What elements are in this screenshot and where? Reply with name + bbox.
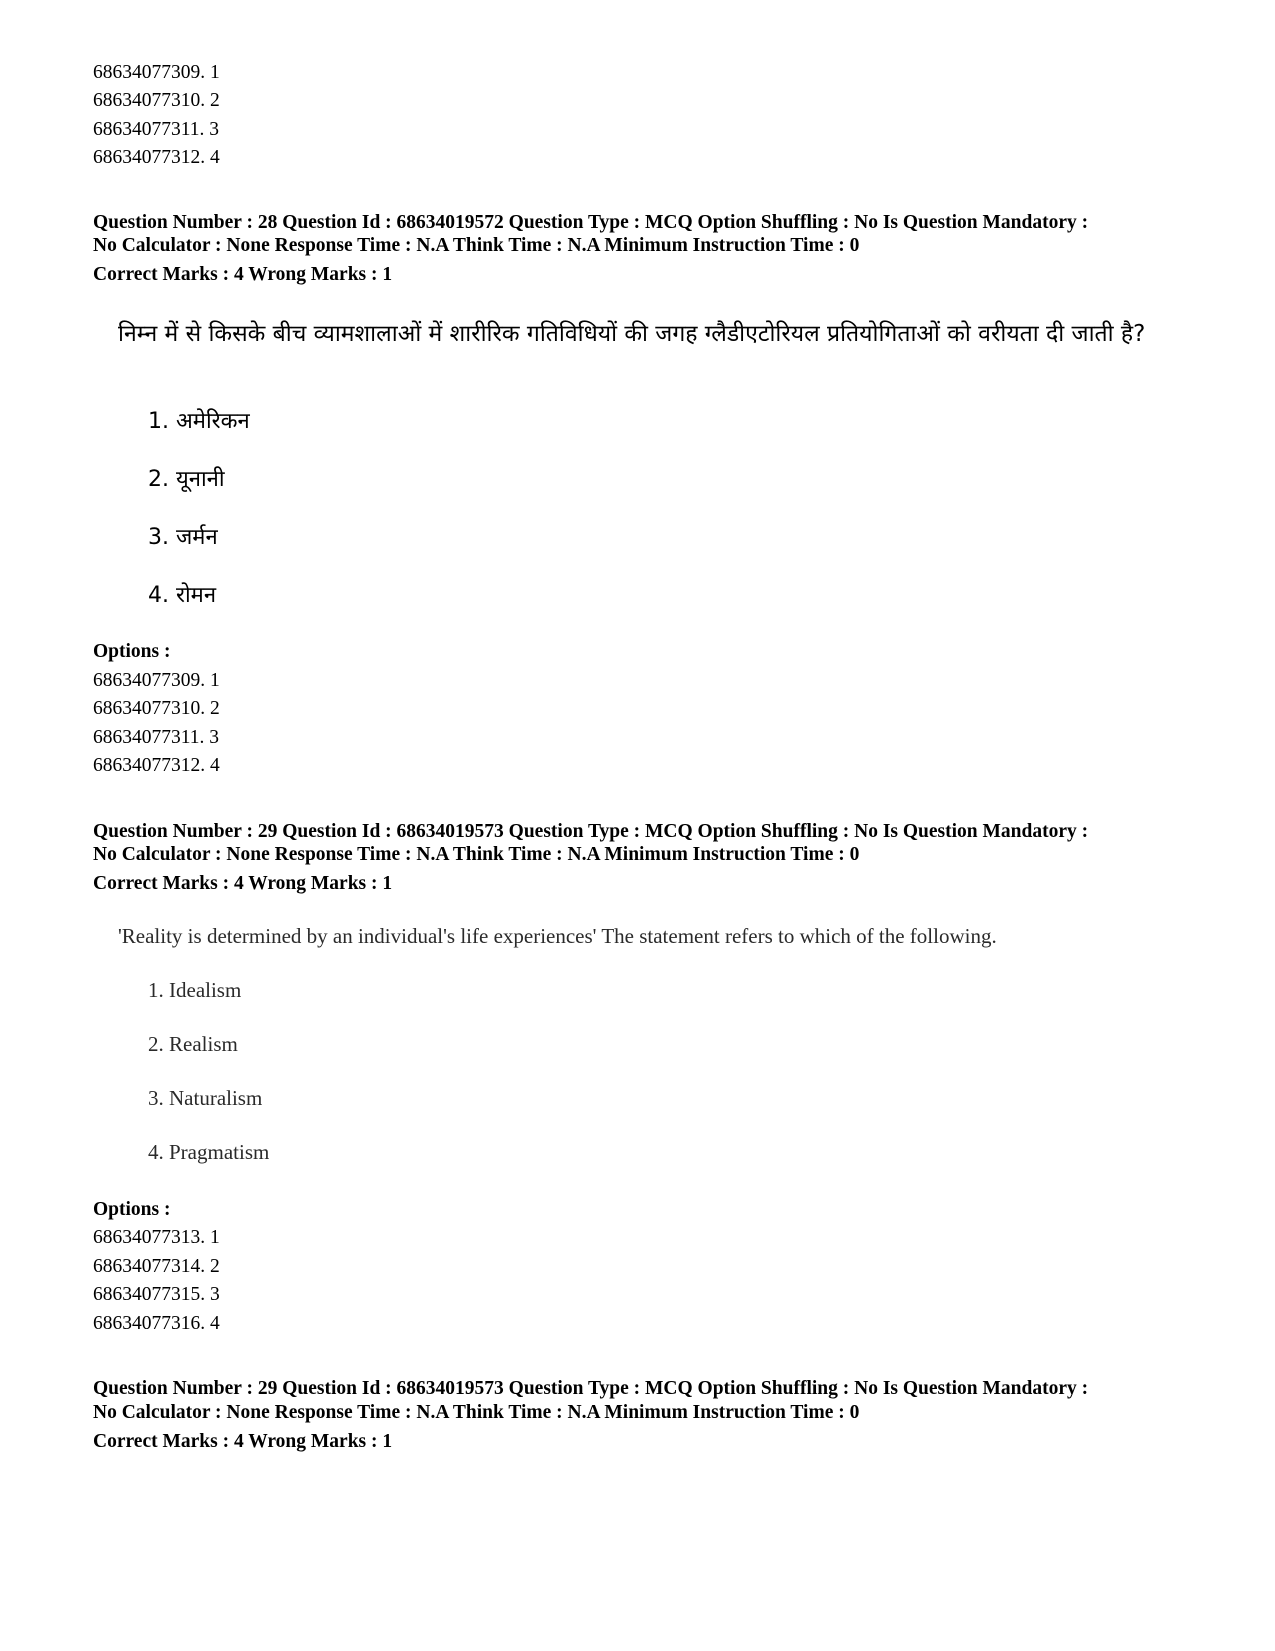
question-header: Question Number : 29 Question Id : 68634019573 Question Type : MCQ Option Shuffling : No Is Question Mandatory :	[93, 1378, 1089, 1399]
answer-choice: 3. Naturalism	[148, 1086, 263, 1110]
question-header: No Calculator : None Response Time : N.A Think Time : N.A Minimum Instruction Time : 0	[93, 844, 860, 865]
question-header: No Calculator : None Response Time : N.A Think Time : N.A Minimum Instruction Time : 0	[93, 1402, 860, 1423]
answer-choice: 4. Pragmatism	[148, 1140, 270, 1164]
option-line: 68634077311. 3	[93, 119, 220, 140]
question-header: Question Number : 28 Question Id : 68634019572 Question Type : MCQ Option Shuffling : No Is Question Mandatory :	[93, 212, 1089, 233]
options-label: Options :	[93, 641, 171, 662]
question-marks: Correct Marks : 4 Wrong Marks : 1	[93, 1431, 393, 1452]
question-marks: Correct Marks : 4 Wrong Marks : 1	[93, 264, 393, 285]
answer-choice: 1. Idealism	[148, 978, 242, 1002]
question-header: No Calculator : None Response Time : N.A Think Time : N.A Minimum Instruction Time : 0	[93, 235, 860, 256]
option-line: 68634077313. 1	[93, 1227, 220, 1248]
option-line: 68634077315. 3	[93, 1284, 220, 1305]
options-label: Options :	[93, 1199, 171, 1220]
option-line: 68634077310. 2	[93, 698, 220, 719]
option-line: 68634077312. 4	[93, 755, 220, 776]
option-line: 68634077314. 2	[93, 1256, 220, 1277]
question-marks: Correct Marks : 4 Wrong Marks : 1	[93, 873, 393, 894]
answer-choice: 2. Realism	[148, 1032, 238, 1056]
option-line: 68634077309. 1	[93, 62, 220, 83]
option-line: 68634077312. 4	[93, 147, 220, 168]
option-line: 68634077309. 1	[93, 670, 220, 691]
question-text: निम्न में से किसके बीच व्यामशालाओं में शारीरिक गतिविधियों की जगह ग्लैडीएटोरियल प्रतियोगिताओं को वरीयता दी जाती है?	[118, 321, 1146, 347]
option-line: 68634077311. 3	[93, 727, 220, 748]
answer-choice: 2. यूनानी	[148, 467, 225, 492]
option-line: 68634077310. 2	[93, 90, 220, 111]
answer-choice: 3. जर्मन	[148, 525, 218, 550]
question-text: 'Reality is determined by an individual's life experiences' The statement refers to which of the following.	[118, 924, 997, 948]
answer-choice: 1. अमेरिकन	[148, 409, 250, 434]
answer-choice: 4. रोमन	[148, 583, 217, 608]
option-line: 68634077316. 4	[93, 1313, 220, 1334]
question-header: Question Number : 29 Question Id : 68634019573 Question Type : MCQ Option Shuffling : No Is Question Mandatory :	[93, 821, 1089, 842]
